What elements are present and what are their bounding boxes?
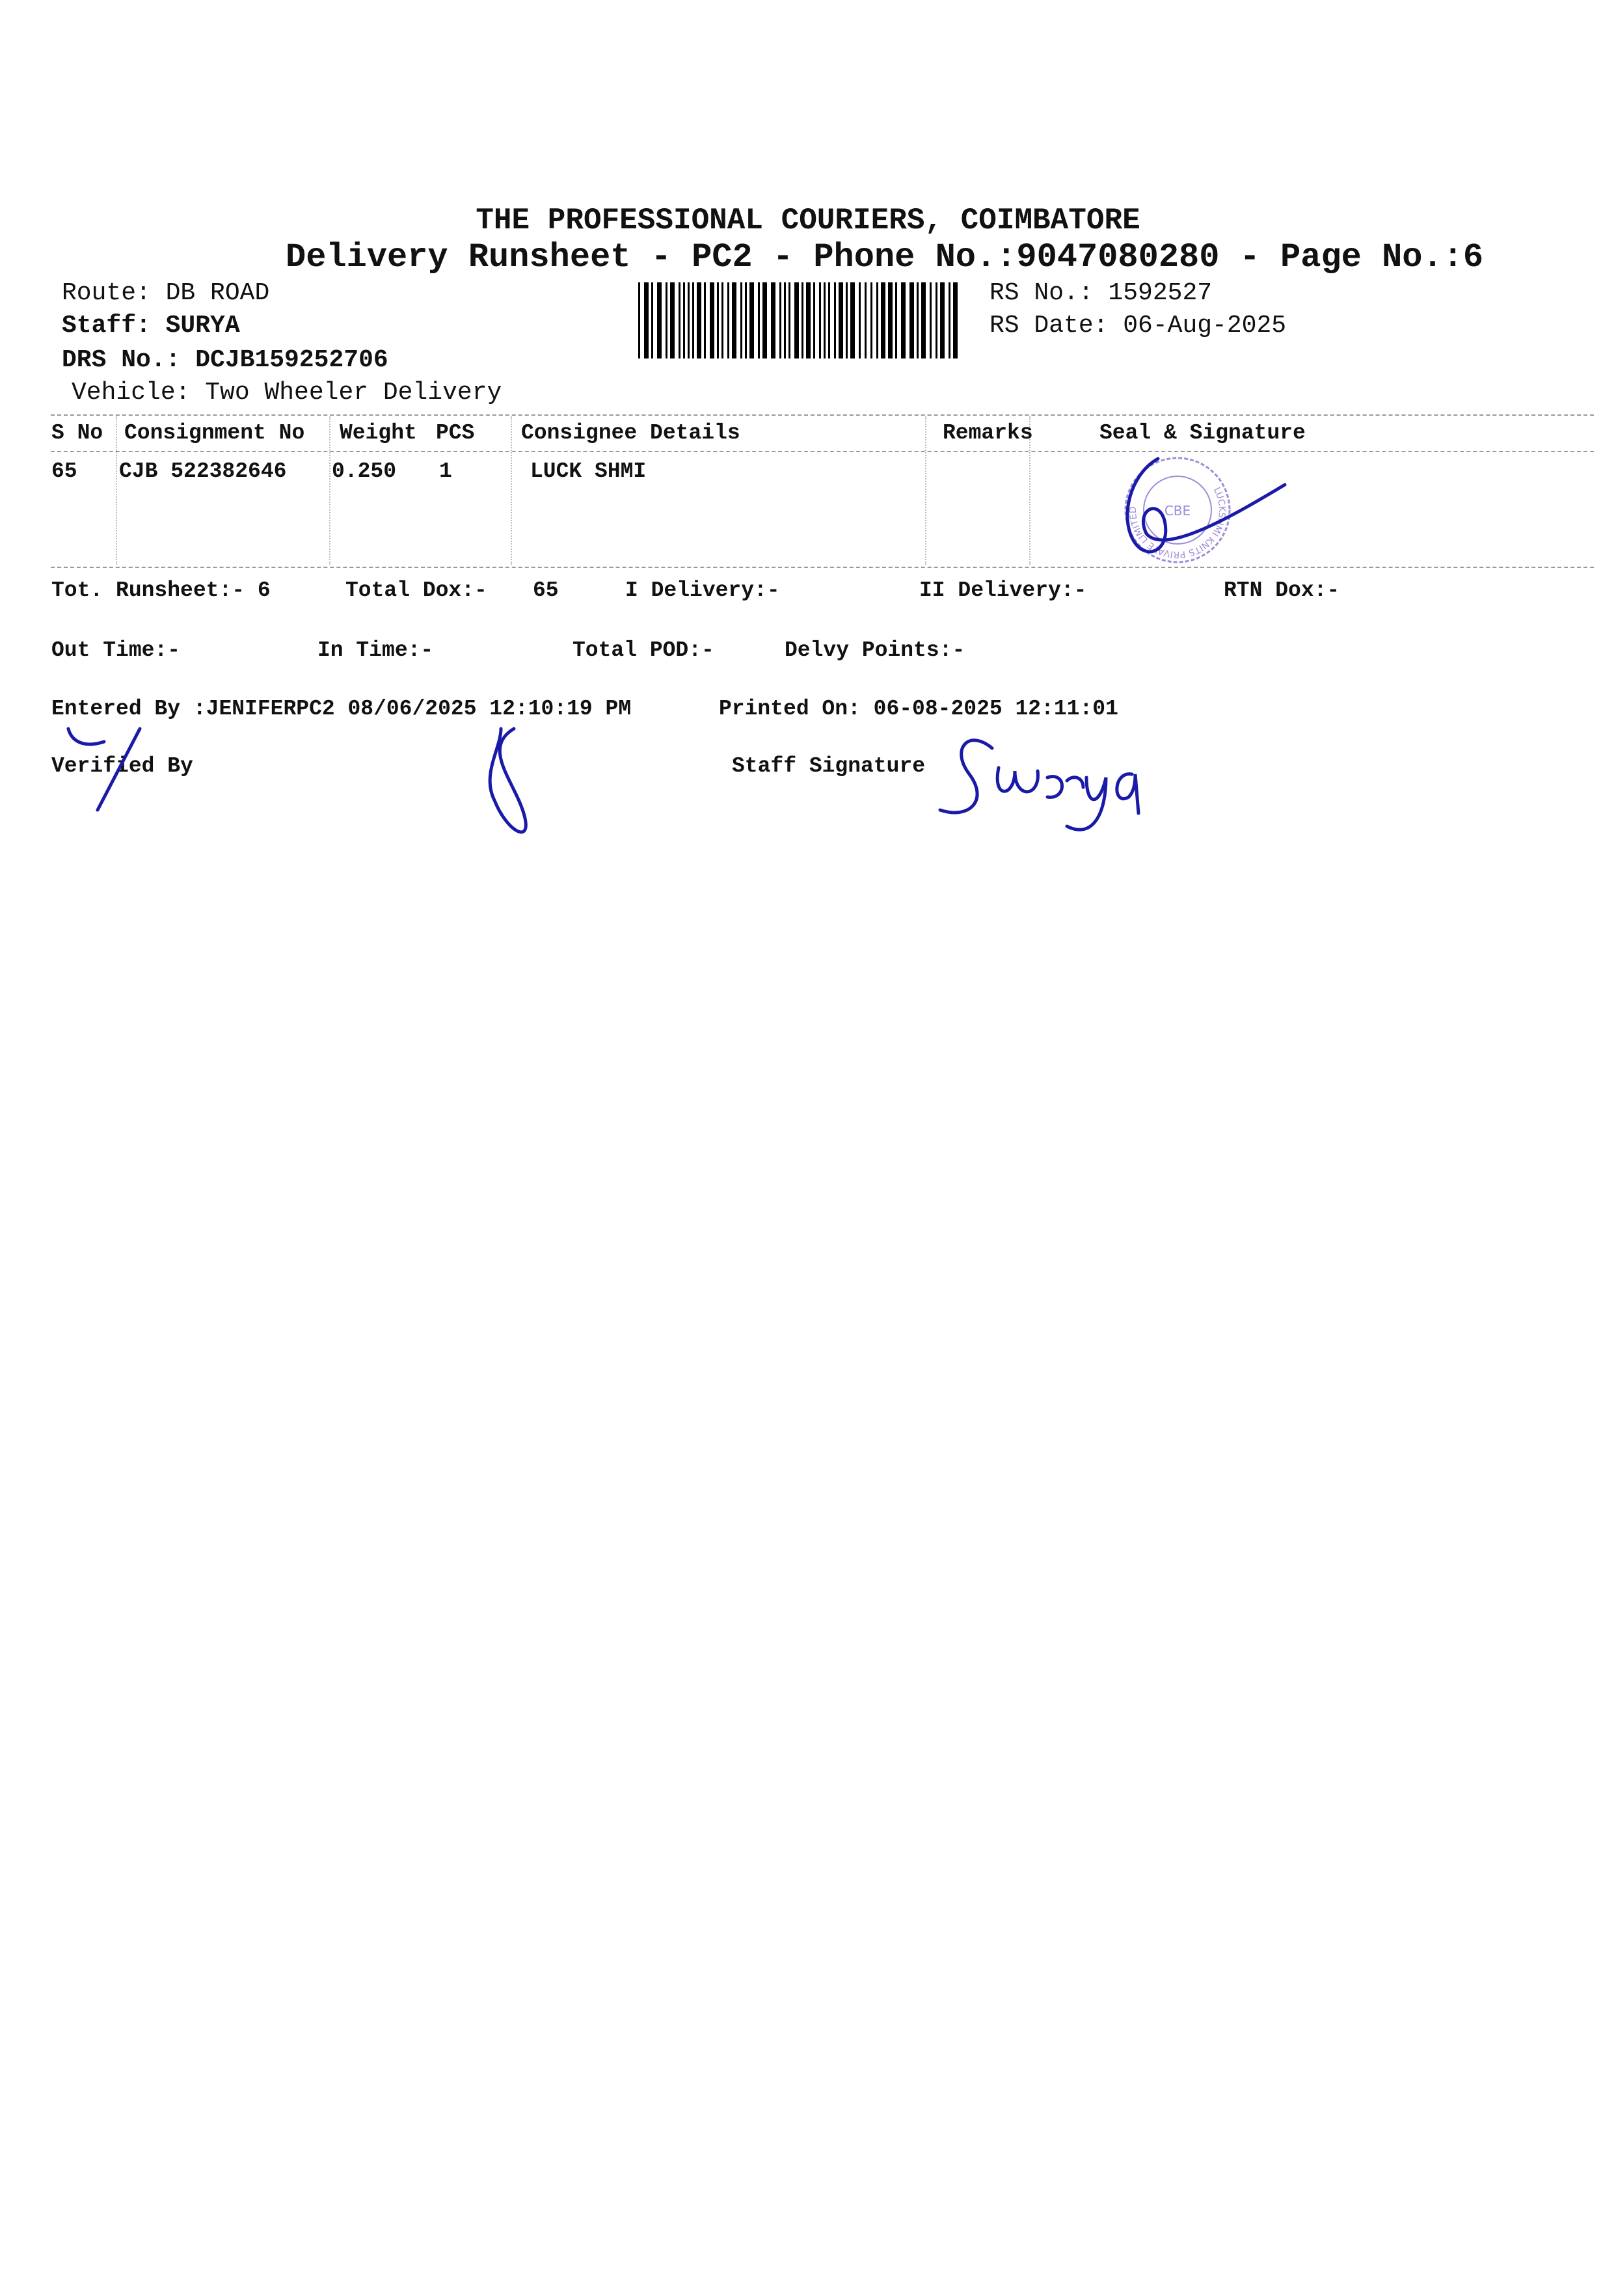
staff-signature-surya (940, 740, 1138, 830)
barcode-bar (859, 282, 861, 358)
barcode-bar (876, 282, 878, 358)
in-time: In Time:- (317, 638, 434, 662)
barcode-bar (670, 282, 675, 358)
barcode (638, 282, 962, 358)
cell-weight: 0.250 (332, 459, 397, 483)
barcode-bar (870, 282, 872, 358)
header-remarks: Remarks (943, 421, 1033, 445)
barcode-bar (828, 282, 830, 358)
barcode-bar (758, 282, 760, 358)
barcode-bar (813, 282, 815, 358)
barcode-bar (917, 282, 919, 358)
rtn-dox: RTN Dox:- (1224, 578, 1340, 602)
route: Route: DB ROAD (62, 279, 270, 307)
barcode-bar (834, 282, 836, 358)
ii-delivery: II Delivery:- (919, 578, 1087, 602)
header-consignment-no: Consignment No (124, 421, 305, 445)
barcode-bar (721, 282, 723, 358)
cell-s-no: 65 (51, 459, 77, 483)
stamp-ring-text: LUCKSHMI KNITS PRIVATE LIMITED (1127, 485, 1228, 560)
barcode-bar (657, 282, 662, 358)
barcode-bar (949, 282, 950, 358)
barcode-bar (921, 282, 926, 358)
header-pcs: PCS (436, 421, 475, 445)
total-pod: Total POD:- (572, 638, 714, 662)
barcode-bar (717, 282, 719, 358)
barcode-bar (794, 282, 799, 358)
staff: Staff: SURYA (62, 312, 240, 340)
column-divider (116, 416, 117, 565)
barcode-bar (679, 282, 680, 358)
header-weight: Weight (340, 421, 417, 445)
barcode-bar (732, 282, 736, 358)
barcode-bar (850, 282, 855, 358)
rs-date: RS Date: 06-Aug-2025 (990, 312, 1287, 340)
barcode-bar (727, 282, 729, 358)
cell-consignment-no: CJB 522382646 (119, 459, 287, 483)
barcode-bar (779, 282, 781, 358)
barcode-bar (901, 282, 906, 358)
total-dox-label: Total Dox:- (345, 578, 487, 602)
barcode-bar (710, 282, 714, 358)
barcode-bar (940, 282, 945, 358)
barcode-bar (745, 282, 747, 358)
rs-number: RS No.: 1592527 (990, 279, 1213, 307)
barcode-bar (666, 282, 667, 358)
verified-by: Verified By (51, 754, 193, 778)
barcode-bar (784, 282, 786, 358)
company-seal-stamp (1121, 458, 1245, 578)
tot-runsheet: Tot. Runsheet:- 6 (51, 578, 271, 602)
barcode-bar (801, 282, 803, 358)
barcode-bar (651, 282, 653, 358)
barcode-bar (638, 282, 640, 358)
barcode-bar (697, 282, 701, 358)
printed-on: Printed On: 06-08-2025 12:11:01 (719, 697, 1118, 721)
header-s-no: S No (51, 421, 103, 445)
delvy-points: Delvy Points:- (785, 638, 965, 662)
barcode-bar (865, 282, 867, 358)
header-consignee-details: Consignee Details (521, 421, 740, 445)
barcode-bar (740, 282, 742, 358)
barcode-bar (846, 282, 848, 358)
table-bottom-divider (51, 567, 1594, 568)
barcode-bar (819, 282, 821, 358)
barcode-bar (749, 282, 754, 358)
column-divider (511, 416, 512, 565)
barcode-bar (909, 282, 914, 358)
barcode-bar (704, 282, 706, 358)
entered-by: Entered By :JENIFERPC2 08/06/2025 12:10:19 PM (51, 697, 632, 721)
barcode-bar (788, 282, 790, 358)
barcode-bar (888, 282, 893, 358)
drs-number: DRS No.: DCJB159252706 (62, 346, 388, 374)
out-time: Out Time:- (51, 638, 181, 662)
barcode-bar (692, 282, 694, 358)
svg-text:LUCKSHMI KNITS PRIVATE LIMITED (1121, 461, 1245, 578)
barcode-bar (839, 282, 843, 358)
table-header-divider (51, 451, 1594, 452)
table-top-divider (51, 414, 1594, 416)
barcode-bar (688, 282, 690, 358)
barcode-bar (644, 282, 649, 358)
barcode-bar (771, 282, 775, 358)
seal-signature-mark (1127, 459, 1285, 552)
company-title: THE PROFESSIONAL COURIERS, COIMBATORE (476, 204, 1140, 237)
barcode-bar (683, 282, 685, 358)
column-divider (329, 416, 330, 565)
barcode-bar (936, 282, 937, 358)
barcode-bar (762, 282, 767, 358)
runsheet-subtitle: Delivery Runsheet - PC2 - Phone No.:9047080280 - Page No.:6 (286, 238, 1484, 277)
total-dox-value: 65 (533, 578, 559, 602)
stamp-center-text: CBE (1164, 503, 1191, 519)
barcode-bar (895, 282, 897, 358)
cell-consignee: LUCK SHMI (530, 459, 647, 483)
verifier-signature (490, 729, 526, 832)
header-seal-signature: Seal & Signature (1099, 421, 1306, 445)
vehicle: Vehicle: Two Wheeler Delivery (72, 379, 502, 407)
barcode-bar (806, 282, 811, 358)
barcode-bar (953, 282, 958, 358)
barcode-bar (930, 282, 932, 358)
staff-signature-label: Staff Signature (732, 754, 926, 778)
barcode-bar (824, 282, 826, 358)
barcode-bar (881, 282, 885, 358)
column-divider (925, 416, 926, 565)
i-delivery: I Delivery:- (625, 578, 780, 602)
cell-pcs: 1 (439, 459, 452, 483)
